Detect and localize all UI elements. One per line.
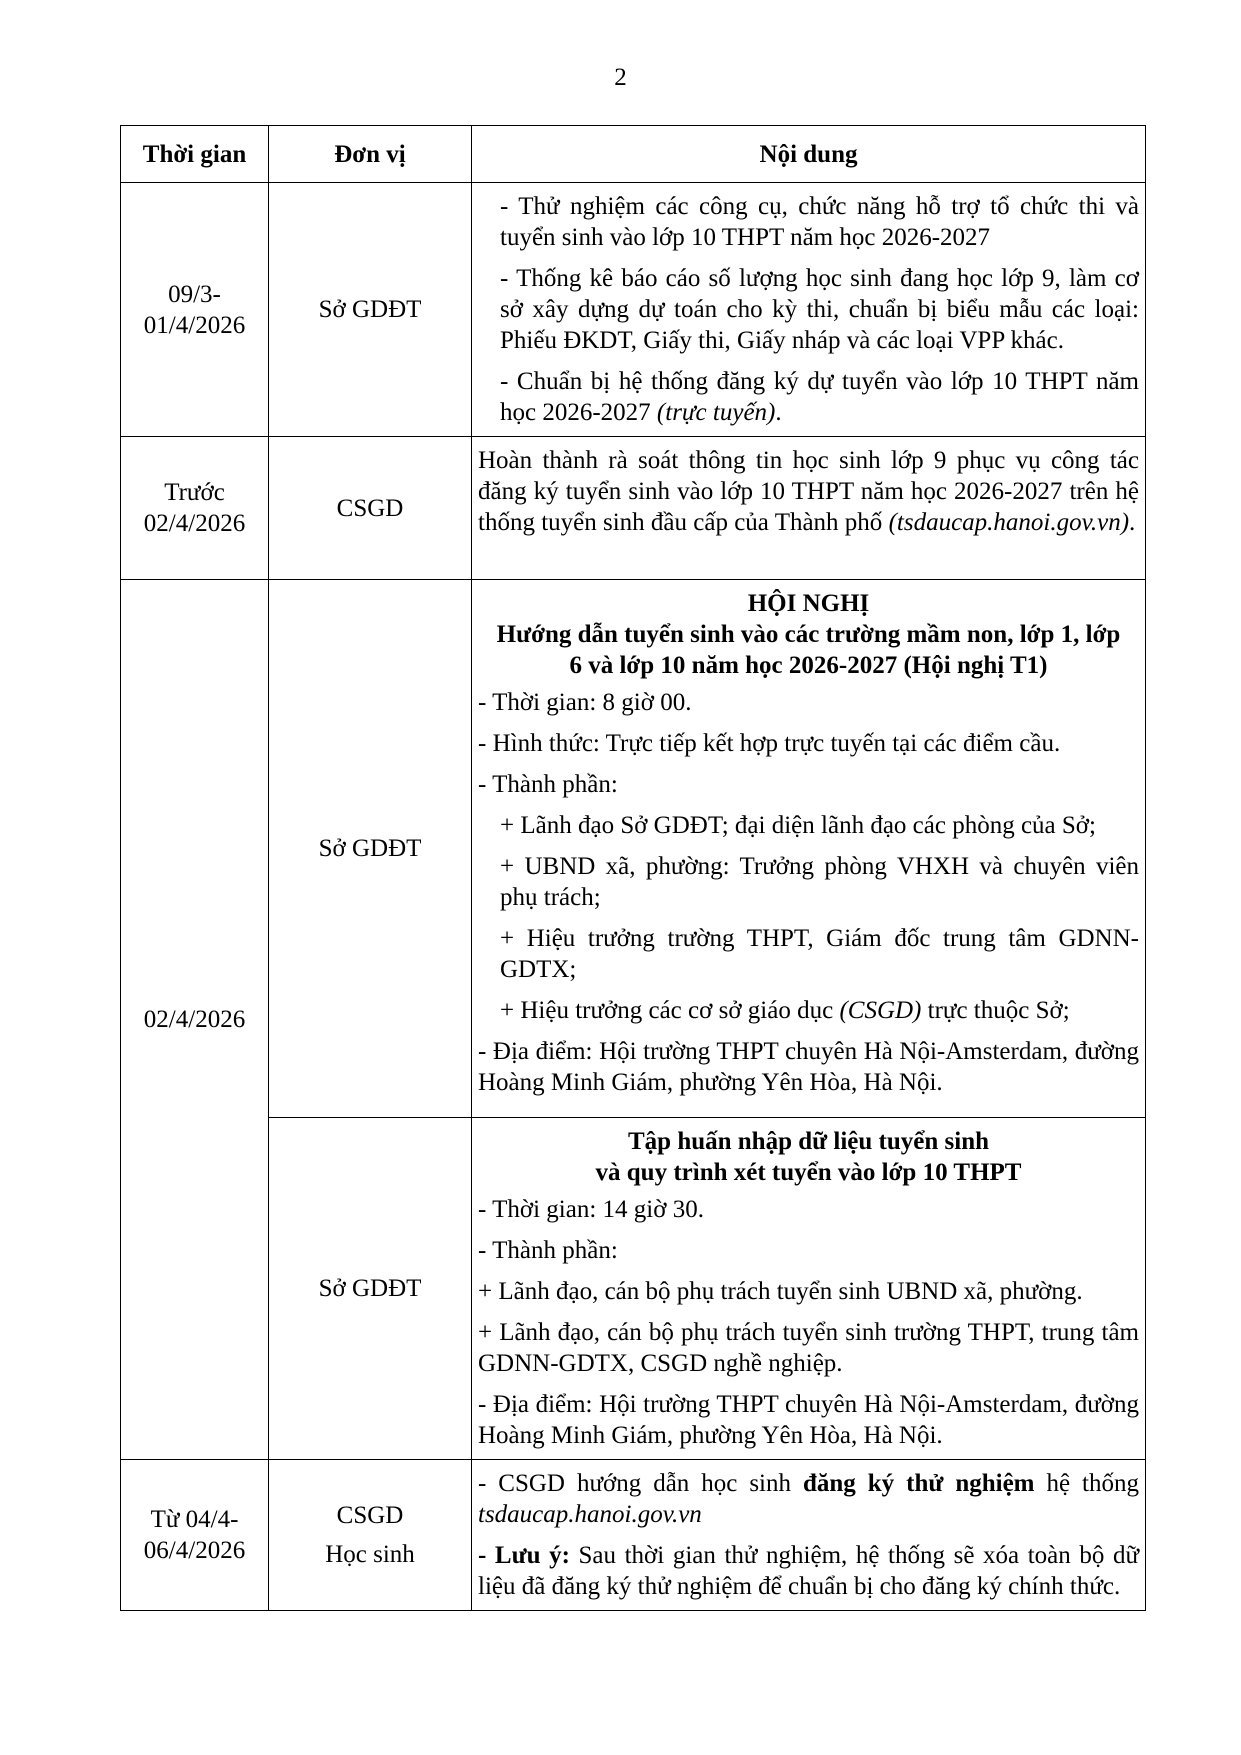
table-row: [121, 1460, 1146, 1611]
row4-unit: Sở GDĐT: [269, 1118, 472, 1460]
row5-item1: [478, 1468, 1139, 1530]
row3-item7-italic: (CSGD): [839, 997, 922, 1024]
row2-item1: [478, 445, 1139, 538]
row1-time-line2: 01/4/2026: [143, 311, 246, 339]
row4-content: [472, 1118, 1146, 1460]
row5-item1-italic: tsdaucap.hanoi.gov.vn: [478, 1501, 702, 1528]
row5-item1-bold: đăng ký thử nghiệm: [802, 1470, 1035, 1497]
row2-item1-text: Hoàn thành rà soát thông tin học sinh lớp 9 phục vụ công tác đăng ký tuyển sinh vào lớp 10 THPT năm học 2026-2027 trên hệ thống tuyển sinh đầu cấp của Thành phố: [478, 447, 1139, 536]
row1-item1: - Thử nghiệm các công cụ, chức năng hỗ trợ tổ chức thi và tuyển sinh vào lớp 10 THPT năm học 2026-2027: [500, 193, 1139, 251]
page-number: 2: [614, 64, 627, 91]
row3-item7-end: trực thuộc Sở;: [921, 997, 1070, 1024]
row4-item2: - Thành phần:: [478, 1237, 618, 1264]
row5-content: [472, 1460, 1146, 1611]
row1-item3-italic: (trực tuyến): [656, 399, 776, 426]
row1-time-line1: 09/3-: [168, 280, 221, 308]
row1-unit: Sở GDĐT: [269, 183, 472, 437]
row1-content: [472, 183, 1146, 437]
row3-item7: [478, 995, 1139, 1026]
row3-item5: + UBND xã, phường: Trưởng phòng VHXH và chuyên viên phụ trách;: [500, 853, 1139, 911]
row2-time: [121, 437, 269, 580]
row5-item1-mid: hệ thống: [1034, 1470, 1139, 1497]
row2-time-line2: 02/4/2026: [143, 510, 246, 537]
row1-item2: - Thống kê báo cáo số lượng học sinh đang học lớp 9, làm cơ sở xây dựng dự toán cho kỳ thi, chuẩn bị biểu mẫu các loại: Phiếu ĐKDT, Giấy thi, Giấy nháp và các loại VPP khác.: [500, 265, 1139, 354]
header-time: Thời gian: [121, 126, 269, 183]
row2-time-line1: Trước: [164, 479, 225, 506]
row5-time-line2: 06/4/2026: [143, 1537, 246, 1564]
row3-unit: Sở GDĐT: [269, 580, 472, 1118]
schedule-table: [120, 125, 1146, 1611]
row3-title: [478, 588, 1139, 681]
row3-item3: - Thành phần:: [478, 771, 618, 798]
row5-time-line1: Từ 04/4-: [150, 1506, 239, 1533]
table-row: [121, 437, 1146, 580]
row3-time: 02/4/2026: [121, 580, 269, 1460]
table-row: [121, 580, 1146, 1118]
header-unit: Đơn vị: [269, 126, 472, 183]
row5-unit-line2: Học sinh: [325, 1541, 415, 1568]
row5-item2: [478, 1540, 1139, 1602]
table-row: [121, 1118, 1146, 1460]
row3-item6: + Hiệu trưởng trường THPT, Giám đốc trung tâm GDNN-GDTX;: [500, 925, 1139, 983]
row2-unit: CSGD: [269, 437, 472, 580]
row3-title-line1: HỘI NGHỊ: [747, 590, 870, 617]
row5-unit: [269, 1460, 472, 1611]
row5-item2-bold: - Lưu ý:: [478, 1542, 570, 1569]
row4-title-line2: và quy trình xét tuyển vào lớp 10 THPT: [595, 1159, 1022, 1186]
row3-title-line2: Hướng dẫn tuyển sinh vào các trường mầm non, lớp 1, lớp 6 và lớp 10 năm học 2026-2027 (Hội nghị T1): [496, 621, 1121, 679]
row5-item2-text: Sau thời gian thử nghiệm, hệ thống sẽ xóa toàn bộ dữ liệu đã đăng ký thử nghiệm để chuẩn bị cho đăng ký chính thức.: [478, 1542, 1139, 1600]
row3-item7-text: + Hiệu trưởng các cơ sở giáo dục: [500, 997, 840, 1024]
row3-item1: - Thời gian: 8 giờ 00.: [478, 689, 692, 716]
row4-title: [478, 1126, 1139, 1188]
row3-item2: - Hình thức: Trực tiếp kết hợp trực tuyến tại các điểm cầu.: [478, 730, 1061, 757]
row5-unit-line1: CSGD: [336, 1502, 404, 1529]
row1-item3-text: - Chuẩn bị hệ thống đăng ký dự tuyển vào lớp 10 THPT năm học 2026-2027: [500, 368, 1139, 426]
row3-item8: - Địa điểm: Hội trường THPT chuyên Hà Nội-Amsterdam, đường Hoàng Minh Giám, phường Yên Hòa, Hà Nội.: [478, 1038, 1139, 1096]
row4-item5: - Địa điểm: Hội trường THPT chuyên Hà Nội-Amsterdam, đường Hoàng Minh Giám, phường Yên Hòa, Hà Nội.: [478, 1391, 1139, 1449]
row4-title-line1: Tập huấn nhập dữ liệu tuyển sinh: [627, 1128, 989, 1155]
table-row: [121, 183, 1146, 437]
row1-item3: [478, 366, 1139, 428]
row5-item1-text: - CSGD hướng dẫn học sinh: [478, 1470, 803, 1497]
row1-item3-end: .: [775, 399, 782, 426]
row1-time: [121, 183, 269, 437]
row3-content: [472, 580, 1146, 1118]
row2-item1-end: .: [1129, 509, 1136, 536]
row5-time: [121, 1460, 269, 1611]
row4-item3: + Lãnh đạo, cán bộ phụ trách tuyển sinh UBND xã, phường.: [478, 1278, 1083, 1305]
row4-item4: + Lãnh đạo, cán bộ phụ trách tuyển sinh trường THPT, trung tâm GDNN-GDTX, CSGD nghề nghiệp.: [478, 1319, 1139, 1377]
header-content: Nội dung: [472, 126, 1146, 183]
table-header-row: [121, 126, 1146, 183]
row2-item1-italic: (tsdaucap.hanoi.gov.vn): [888, 509, 1130, 536]
row2-content: [472, 437, 1146, 580]
row3-item4: + Lãnh đạo Sở GDĐT; đại diện lãnh đạo các phòng của Sở;: [500, 812, 1096, 839]
row4-item1: - Thời gian: 14 giờ 30.: [478, 1196, 704, 1223]
